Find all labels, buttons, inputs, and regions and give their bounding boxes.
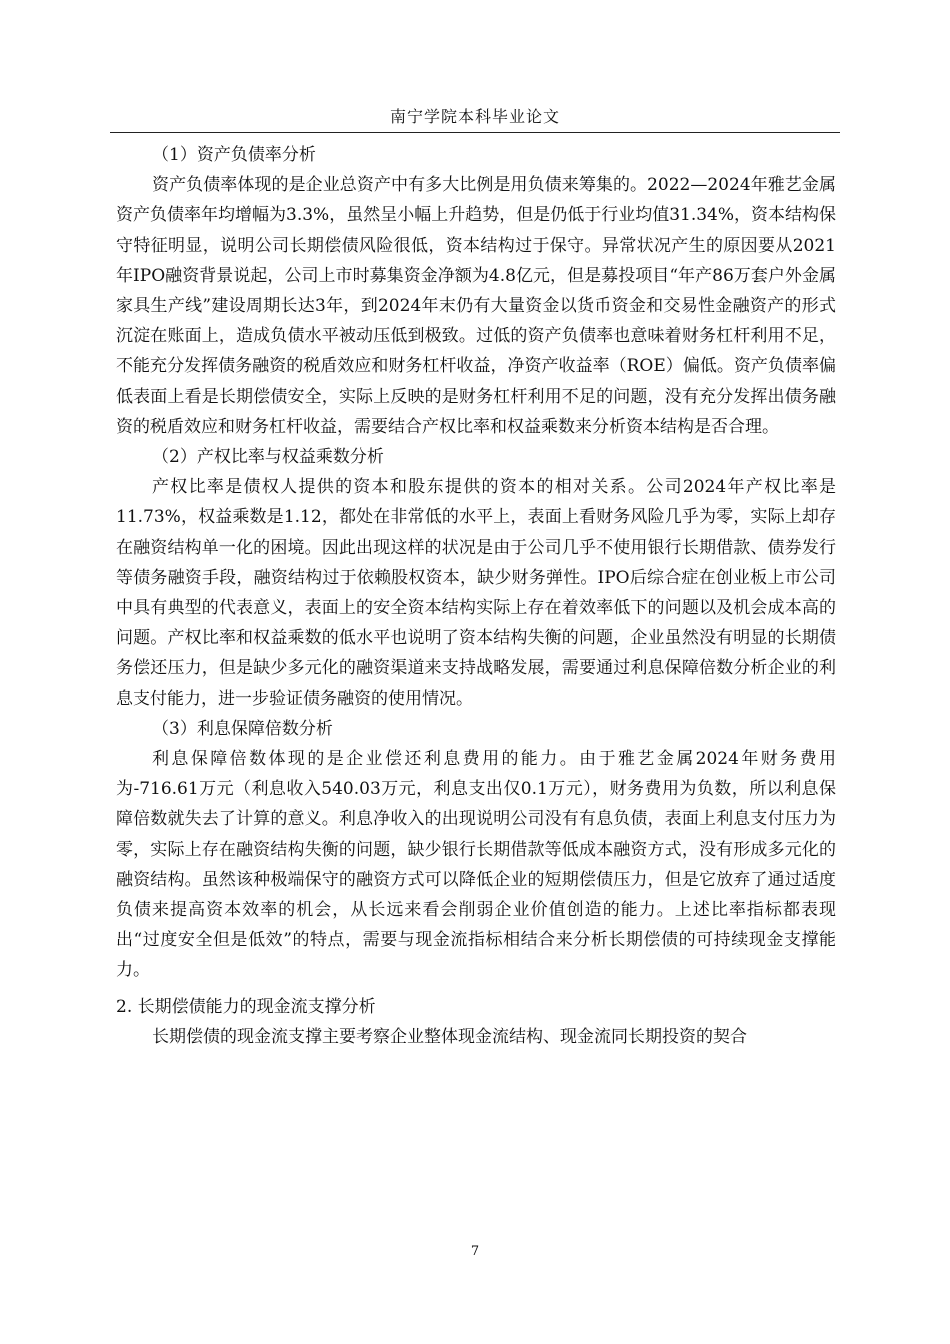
paragraph-interest-coverage: 利息保障倍数体现的是企业偿还利息费用的能力。由于雅艺金属2024年财务费用为-716.61万元（利息收入540.03万元，利息支出仅0.1万元），财务费用为负数，所以利息保障倍数就失去了计算的意义。利息净收入的出现说明公司没有有息负债，表面上利息支付压力为零，实际上存在融资结构失衡的问题，缺少银行长期借款等低成本融资方式，没有形成多元化的融资结构。虽然该种极端保守的融资方式可以降低企业的短期偿债压力，但是它放弃了通过适度负债来提高资本效率的机会，从长远来看会削弱企业价值创造的能力。上述比率指标都表现出“过度安全但是低效”的特点，需要与现金流指标相结合来分析长期偿债的可持续现金支撑能力。 <box>116 749 836 981</box>
subsection-title-equity-ratio: （2）产权比率与权益乘数分析 <box>152 447 384 468</box>
paragraph-equity-ratio: 产权比率是债权人提供的资本和股东提供的资本的相对关系。公司2024年产权比率是11.73%，权益乘数是1.12，都处在非常低的水平上，表面上看财务风险几乎为零，实际上却存在融资结构单一化的困境。因此出现这样的状况是由于公司几乎不使用银行长期借款、债券发行等债务融资手段，融资结构过于依赖股权资本，缺少财务弹性。IPO后综合症在创业板上市公司中具有典型的代表意义，表面上的安全资本结构实际上存在着效率低下的问题以及机会成本高的问题。产权比率和权益乘数的低水平也说明了资本结构失衡的问题，企业虽然没有明显的长期债务偿还压力，但是缺少多元化的融资渠道来支持战略发展，需要通过利息保障倍数分析企业的利息支付能力，进一步验证债务融资的使用情况。 <box>116 477 836 709</box>
subsection-title-interest-coverage: （3）利息保障倍数分析 <box>152 718 333 739</box>
header-divider <box>110 132 840 133</box>
page-number: 7 <box>470 1244 480 1259</box>
section-title-cashflow: 2. 长期偿债能力的现金流支撑分析 <box>116 996 376 1017</box>
subsection-title-debt-ratio: （1）资产负债率分析 <box>152 145 316 165</box>
document-body <box>116 140 836 1052</box>
paragraph-cashflow: 长期偿债的现金流支撑主要考察企业整体现金流结构、现金流同长期投资的契合 <box>152 1026 747 1047</box>
page-header-title: 南宁学院本科毕业论文 <box>389 107 560 126</box>
paragraph-debt-ratio: 资产负债率体现的是企业总资产中有多大比例是用负债来筹集的。2022—2024年雅艺金属资产负债率年均增幅为3.3%，虽然呈小幅上升趋势，但是仍低于行业均值31.34%，资本结构保守特征明显，说明公司长期偿债风险很低，资本结构过于保守。异常状况产生的原因要从2021年IPO融资背景说起，公司上市时募集资金净额为4.8亿元，但是募投项目“年产86万套户外金属家具生产线”建设周期长达3年，到2024年末仍有大量资金以货币资金和交易性金融资产的形式沉淀在账面上，造成负债水平被动压低到极致。过低的资产负债率也意味着财务杠杆利用不足，不能充分发挥债务融资的税盾效应和财务杠杆收益，净资产收益率（ROE）偏低。资产负债率偏低表面上看是长期偿债安全，实际上反映的是财务杠杆利用不足的问题，没有充分发挥出债务融资的税盾效应和财务杠杆收益，需要结合产权比率和权益乘数来分析资本结构是否合理。 <box>116 175 837 437</box>
